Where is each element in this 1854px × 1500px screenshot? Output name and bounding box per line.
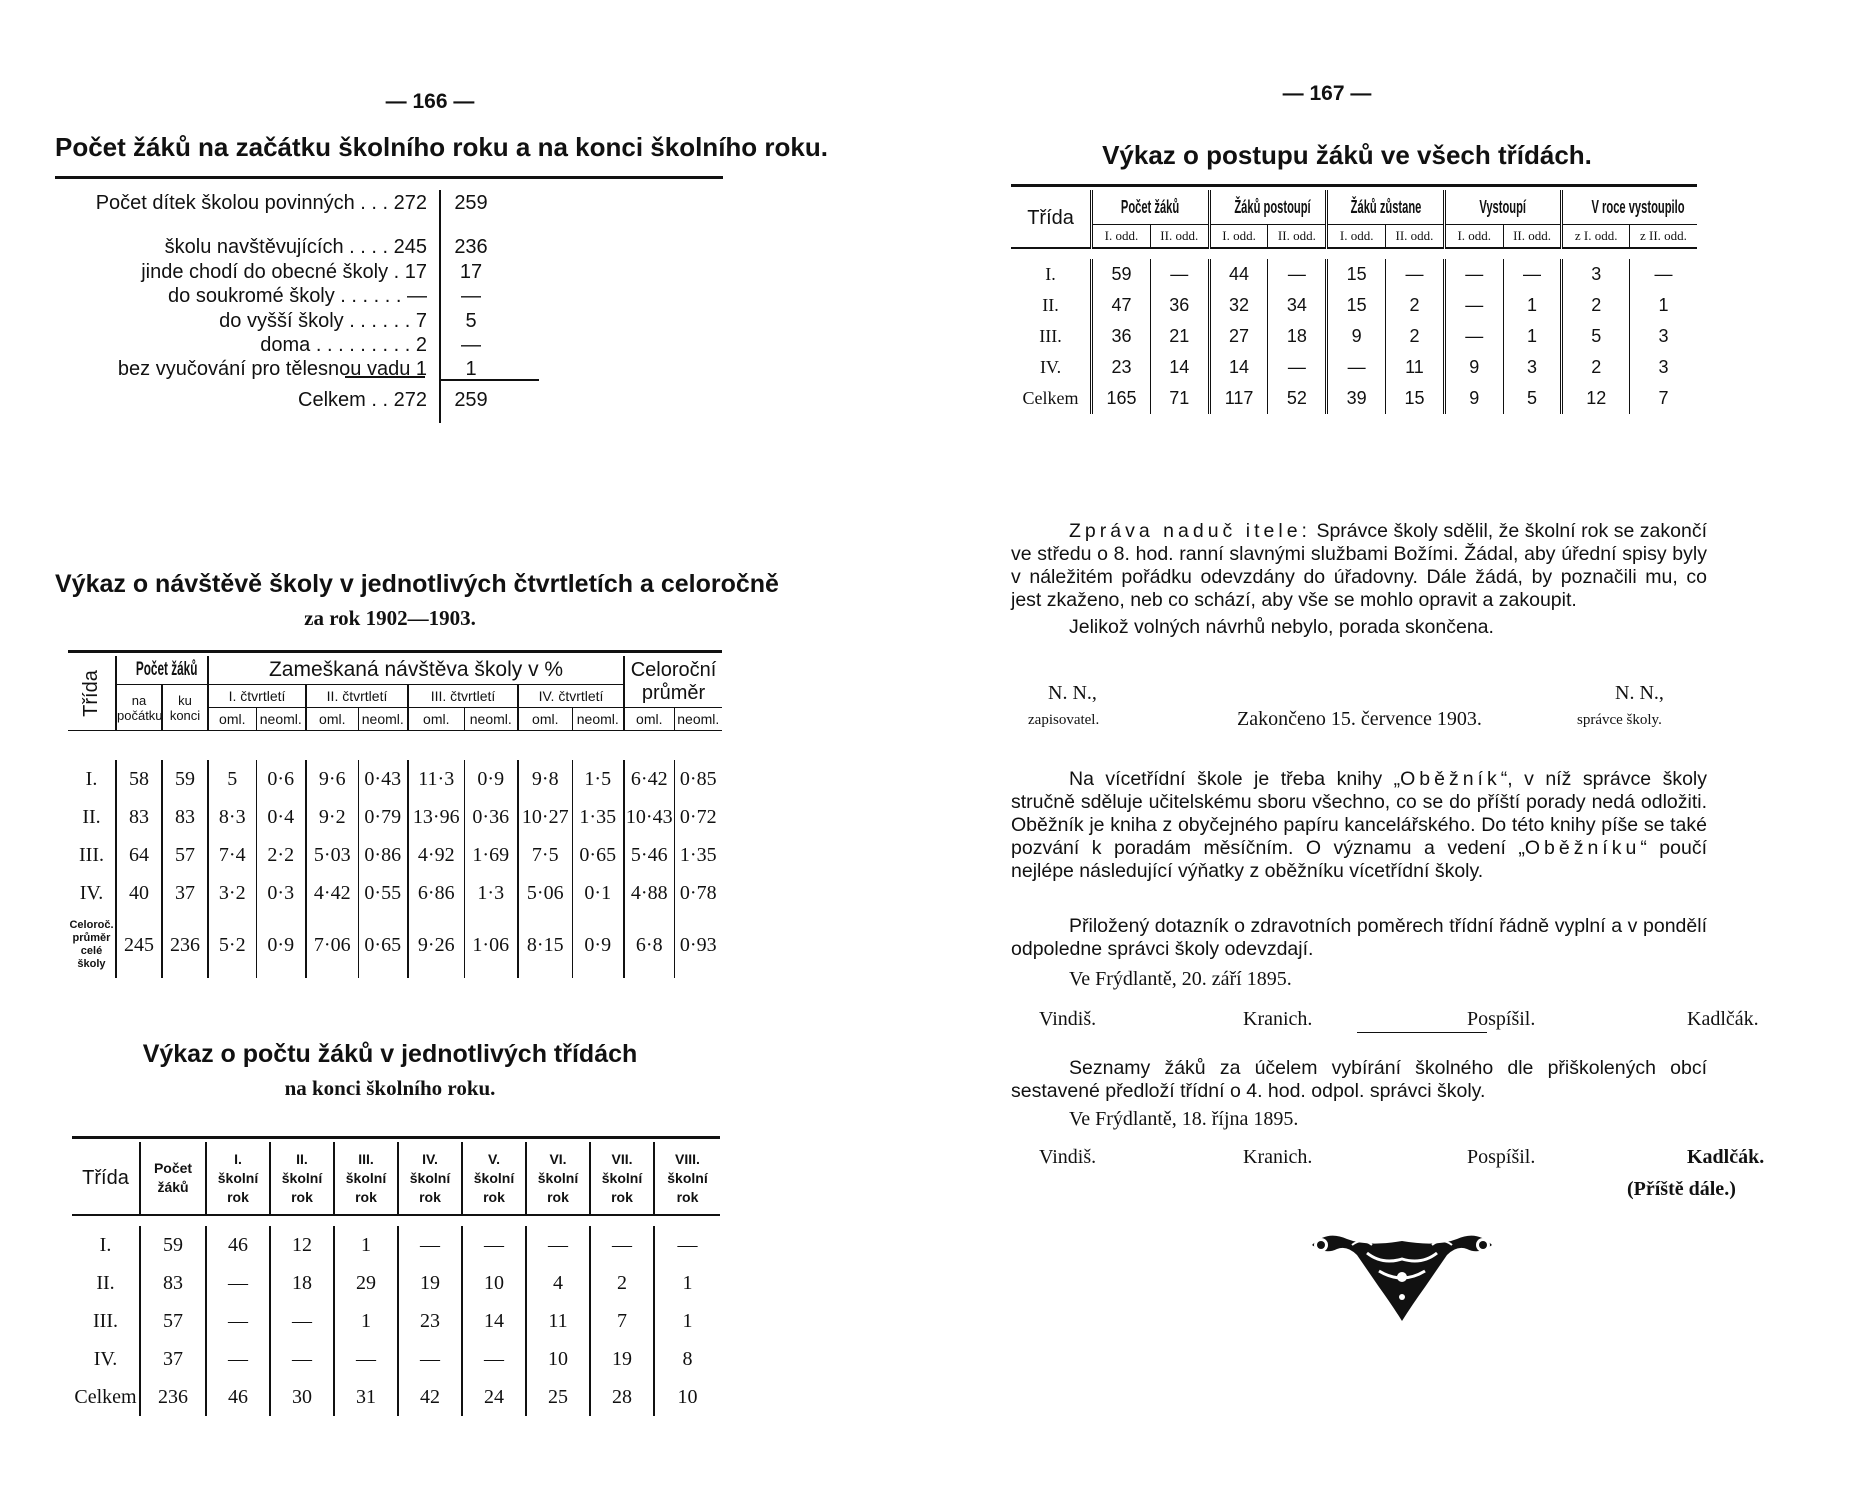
rule [1357, 1032, 1487, 1033]
section-title: Výkaz o návštěvě školy v jednotlivých čtvrtletích a celoročně [55, 570, 779, 598]
table-cell: 236 [162, 912, 208, 978]
table-cell: 34 [1268, 290, 1327, 321]
summary-label: školu navštěvujících . . . . 245 [164, 236, 427, 258]
table-cell: 0·36 [464, 798, 518, 836]
table-cell: 59 [162, 760, 208, 798]
table-header-cell: III. školní rok [334, 1142, 398, 1215]
attendance-table-body [68, 760, 722, 978]
table-header-row [1011, 190, 1697, 225]
table-cell: 21 [1150, 321, 1209, 352]
header-group: Vystoupí [1444, 190, 1562, 225]
table-cell: 4 [526, 1264, 590, 1302]
summary-label: Celkem . . 272 [298, 389, 427, 411]
report-heading: Zpráva naduč itele: [1069, 520, 1311, 542]
table-header-cell: VIII. školní rok [654, 1142, 720, 1215]
table-cell: 24 [462, 1378, 526, 1416]
table-cell: 14 [1150, 352, 1209, 383]
table-cell: 15 [1327, 259, 1386, 290]
table-cell: — [526, 1226, 590, 1264]
table-cell: 5·2 [208, 912, 256, 978]
table-cell: 4·88 [624, 874, 674, 912]
summary-end-value: 5 [465, 310, 477, 332]
table-cell: 9·6 [306, 760, 358, 798]
table-cell: 32 [1209, 290, 1268, 321]
header-neoml: neoml. [256, 708, 306, 731]
table-cell: 83 [140, 1264, 206, 1302]
table-cell: 0·9 [256, 912, 306, 978]
header-trida: Třída [1011, 190, 1092, 248]
header-sub: I. odd. [1209, 225, 1268, 249]
table-header-cell: VII. školní rok [590, 1142, 654, 1215]
table-cell: 46 [206, 1226, 270, 1264]
table-cell: 10·27 [518, 798, 572, 836]
table-cell: 10 [526, 1340, 590, 1378]
table-row [1011, 321, 1697, 352]
table-cell: 59 [1092, 259, 1151, 290]
summary-label: do soukromé školy . . . . . . — [168, 285, 427, 307]
floral-ornament-icon [1307, 1225, 1497, 1325]
row-label: Celkem [1022, 388, 1079, 408]
continued-note: (Příště dále.) [1627, 1178, 1736, 1200]
table-header-cell: Třída [72, 1142, 140, 1215]
table-cell: 8·3 [208, 798, 256, 836]
summary-label: Počet dítek školou povinných . . . 272 [95, 192, 427, 214]
section-title: Počet žáků na začátku školního roku a na konci školního roku. [55, 132, 828, 162]
rule [68, 650, 722, 653]
table-cell: 18 [270, 1264, 334, 1302]
table-cell: 25 [526, 1378, 590, 1416]
table-cell: 1 [334, 1226, 398, 1264]
table-row [72, 1340, 720, 1378]
table-cell: 58 [116, 760, 162, 798]
report-text: Správce školy sdělil, že školní rok se zakončí ve středu o 8. hod. ranní slavnými službami Božími. Žádal, aby úřední spisy byly v náležitém pořádku odevzdány do úřadovny. Dále žádá, by poznačili mu, co jest zkaženo, neb co schází, aby vše se mohlo opravit a zakoupit. [1011, 520, 1707, 611]
table-cell: 0·93 [674, 912, 722, 978]
header-oml: oml. [306, 708, 358, 731]
table-cell: 59 [140, 1226, 206, 1264]
table-header-row [1011, 225, 1697, 249]
table-cell: 9 [1444, 383, 1503, 414]
header-neoml: neoml. [464, 708, 518, 731]
header-oml: oml. [624, 708, 674, 731]
header-trida: Třída [68, 656, 116, 731]
section-subtitle: za rok 1902—1903. [304, 606, 476, 630]
table-cell: 27 [1209, 321, 1268, 352]
table-cell: 3 [1562, 259, 1630, 290]
table-cell: 1 [334, 1302, 398, 1340]
table-cell: — [1268, 352, 1327, 383]
header-zameskana: Zameškaná návštěva školy v % [208, 656, 624, 685]
table-cell: 37 [162, 874, 208, 912]
progress-table-grid [1011, 190, 1697, 432]
page-number: — 166 — [385, 90, 475, 113]
page-number: — 167 — [1282, 82, 1372, 105]
header-neoml: neoml. [358, 708, 408, 731]
table-cell: 2 [1386, 321, 1445, 352]
signature-name: Vindiš. [1039, 1008, 1097, 1030]
table-cell: — [270, 1302, 334, 1340]
row-label: I. [85, 767, 98, 790]
table-cell: 10 [462, 1264, 526, 1302]
table-row [68, 798, 722, 836]
attendance-table-rows [68, 760, 722, 978]
table-cell: 23 [398, 1302, 462, 1340]
table-cell: — [590, 1226, 654, 1264]
header-sub: II. odd. [1268, 225, 1327, 249]
table-cell: — [206, 1340, 270, 1378]
header-neoml: neoml. [674, 708, 722, 731]
table-cell: 13·96 [408, 798, 464, 836]
table-cell: — [654, 1226, 720, 1264]
table-cell: — [1503, 259, 1562, 290]
table-cell: 0·72 [674, 798, 722, 836]
summary-end-value: 259 [454, 192, 488, 214]
table-row [68, 836, 722, 874]
summary-label: doma . . . . . . . . . 2 [260, 334, 427, 356]
attendance-table [68, 656, 722, 739]
table-row [72, 1264, 720, 1302]
header-pocet: Počet žáků [116, 656, 208, 685]
table-cell: 5·46 [624, 836, 674, 874]
table-cell: 5·06 [518, 874, 572, 912]
row-label: IV. [79, 881, 104, 904]
table-cell: 2 [1562, 352, 1630, 383]
table-cell: — [270, 1340, 334, 1378]
table-cell: 46 [206, 1378, 270, 1416]
table-cell: 6·42 [624, 760, 674, 798]
row-label: II. [1042, 295, 1059, 315]
summary-end-value: 1 [465, 358, 477, 380]
table-header-cell: V. školní rok [462, 1142, 526, 1215]
table-cell: 117 [1209, 383, 1268, 414]
table-cell: 7·5 [518, 836, 572, 874]
row-label: III. [93, 1309, 118, 1332]
table-row [1011, 259, 1697, 290]
table-cell: 4·92 [408, 836, 464, 874]
secretary-role: zapisovatel. [1028, 712, 1100, 728]
summary-label: jinde chodí do obecné školy . 17 [141, 261, 427, 283]
section-title: Výkaz o počtu žáků v jednotlivých třídách [142, 1040, 638, 1068]
table-row [1011, 383, 1697, 414]
summary-end-value: 17 [459, 261, 483, 283]
table-cell: 0·43 [358, 760, 408, 798]
table-cell: 36 [1150, 290, 1209, 321]
table-row [1011, 352, 1697, 383]
table-cell: — [398, 1226, 462, 1264]
header-na-pocatku: na počátku [116, 685, 162, 731]
table-cell: 29 [334, 1264, 398, 1302]
table-cell: 9·8 [518, 760, 572, 798]
table-cell: 28 [590, 1378, 654, 1416]
header-sub: II. odd. [1386, 225, 1445, 249]
table-cell: 0·86 [358, 836, 408, 874]
secretary-name: N. N., [1048, 682, 1097, 704]
table-row [68, 760, 722, 798]
table-cell: 10·43 [624, 798, 674, 836]
table-header-cell: VI. školní rok [526, 1142, 590, 1215]
table-cell: 11·3 [408, 760, 464, 798]
table-cell: 165 [1092, 383, 1151, 414]
progress-table [1011, 190, 1697, 432]
table-cell: 12 [270, 1226, 334, 1264]
table-cell: 30 [270, 1378, 334, 1416]
table-header-cell: IV. školní rok [398, 1142, 462, 1215]
table-cell: — [1268, 259, 1327, 290]
table-cell: 3 [1629, 352, 1697, 383]
table-cell: 0·9 [572, 912, 624, 978]
table-cell: 11 [1386, 352, 1445, 383]
table-cell: 0·79 [358, 798, 408, 836]
rule [72, 1136, 720, 1139]
table-cell: 3·2 [208, 874, 256, 912]
table-cell: 47 [1092, 290, 1151, 321]
table-cell: 40 [116, 874, 162, 912]
table-cell: 10 [654, 1378, 720, 1416]
table-header-cell: II. školní rok [270, 1142, 334, 1215]
table-cell: 2·2 [256, 836, 306, 874]
date-line: Ve Frýdlantě, 18. října 1895. [1069, 1108, 1299, 1130]
table-cell: 57 [162, 836, 208, 874]
table-cell: 9 [1444, 352, 1503, 383]
table-cell: 1 [1503, 290, 1562, 321]
row-label: Celoroč. průměr celé školy [69, 919, 114, 970]
header-neoml: neoml. [572, 708, 624, 731]
header-quarter: IV. čtvrtletí [518, 685, 624, 708]
class-count-table-grid [72, 1142, 720, 1440]
signature-name: Kranich. [1243, 1146, 1313, 1168]
rule [1011, 184, 1697, 187]
table-cell: 15 [1327, 290, 1386, 321]
date-line: Ve Frýdlantě, 20. září 1895. [1069, 968, 1292, 990]
table-row [68, 912, 722, 978]
summary-end-value: — [461, 285, 481, 307]
table-header-cell: I. školní rok [206, 1142, 270, 1215]
table-cell: 245 [116, 912, 162, 978]
table-cell: 0·65 [358, 912, 408, 978]
table-cell: — [1444, 259, 1503, 290]
table-cell: — [1386, 259, 1445, 290]
table-row [72, 1378, 720, 1416]
headmaster-role: správce školy. [1577, 712, 1662, 728]
summary-end-value: 259 [454, 389, 488, 411]
table-cell: 1·35 [674, 836, 722, 874]
table-cell: 23 [1092, 352, 1151, 383]
header-sub: z II. odd. [1629, 225, 1697, 249]
table-header-row [72, 1142, 720, 1215]
table-cell: 44 [1209, 259, 1268, 290]
table-row [68, 874, 722, 912]
row-label: I. [1045, 264, 1056, 284]
signature-name: Vindiš. [1039, 1146, 1097, 1168]
headmaster-name: N. N., [1615, 682, 1664, 704]
table-cell: — [206, 1264, 270, 1302]
table-cell: 5 [208, 760, 256, 798]
header-quarter: III. čtvrtletí [408, 685, 518, 708]
circular-paragraph: Na vícetřídní škole je třeba knihy „Oběžník“, v níž správce školy stručně sděluje učitelskému sboru všechno, co se do příští porady nedá odložiti. Oběžník je kniha z obyčejného papíru kancelářského. Do této knihy píše se také pozvání k poradám měsíčním. O významu a vedení „Oběžníku“ poučí nejlépe následující výňatky z oběžníku vícetřídní školy. [1011, 768, 1707, 882]
header-group: Žáků postoupí [1209, 190, 1327, 225]
row-label: III. [1039, 326, 1062, 346]
row-label: III. [79, 843, 104, 866]
table-cell: 0·4 [256, 798, 306, 836]
header-sub: I. odd. [1444, 225, 1503, 249]
table-cell: 39 [1327, 383, 1386, 414]
right-page [927, 0, 1854, 1500]
table-cell: 236 [140, 1378, 206, 1416]
table-cell: 1·69 [464, 836, 518, 874]
summary-end-value: 236 [454, 236, 488, 258]
summary-label: bez vyučování pro tělesnou vadu 1 [117, 358, 427, 380]
table-cell: 2 [1562, 290, 1630, 321]
table-cell: 1·06 [464, 912, 518, 978]
table-cell: 9 [1327, 321, 1386, 352]
lists-paragraph: Seznamy žáků za účelem vybírání školného dle přiškolených obcí sestavené předloží třídní o 4. hod. odpol. správci školy. [1011, 1057, 1707, 1102]
header-sub: I. odd. [1327, 225, 1386, 249]
table-cell: — [206, 1302, 270, 1340]
table-cell: — [1327, 352, 1386, 383]
table-cell: 15 [1386, 383, 1445, 414]
table-cell: 83 [162, 798, 208, 836]
header-sub: II. odd. [1503, 225, 1562, 249]
table-cell: 1·3 [464, 874, 518, 912]
header-oml: oml. [408, 708, 464, 731]
table-cell: 52 [1268, 383, 1327, 414]
table-cell: 36 [1092, 321, 1151, 352]
section-title: Výkaz o postupu žáků ve všech třídách. [1102, 140, 1592, 170]
summary-end-value: — [461, 334, 481, 356]
header-sub: I. odd. [1092, 225, 1151, 249]
header-celorocni: Celoroční průměr [624, 656, 722, 708]
table-cell: 0·78 [674, 874, 722, 912]
table-cell: — [1444, 290, 1503, 321]
table-cell: 7·06 [306, 912, 358, 978]
table-cell: 1 [654, 1264, 720, 1302]
row-label: IV. [93, 1347, 118, 1370]
table-cell: 0·55 [358, 874, 408, 912]
table-cell: 9·2 [306, 798, 358, 836]
header-ku-konci: ku konci [162, 685, 208, 731]
header-quarter: I. čtvrtletí [208, 685, 306, 708]
signature-name: Pospíšil. [1467, 1146, 1536, 1168]
table-cell: 12 [1562, 383, 1630, 414]
table-cell: 1·35 [572, 798, 624, 836]
header-sub: z I. odd. [1562, 225, 1630, 249]
signature-name: Kranich. [1243, 1008, 1313, 1030]
table-cell: 5·03 [306, 836, 358, 874]
table-cell: 7·4 [208, 836, 256, 874]
table-cell: 3 [1629, 321, 1697, 352]
table-cell: — [462, 1340, 526, 1378]
table-cell: — [398, 1340, 462, 1378]
table-cell: 2 [590, 1264, 654, 1302]
signature-name: Kadlčák. [1687, 1008, 1759, 1030]
row-label: II. [96, 1271, 115, 1294]
header-quarter: II. čtvrtletí [306, 685, 408, 708]
table-cell: 4·42 [306, 874, 358, 912]
table-header-row [68, 685, 722, 708]
table-cell: 7 [590, 1302, 654, 1340]
table-cell: 6·86 [408, 874, 464, 912]
table-cell: 37 [140, 1340, 206, 1378]
table-cell: 0·3 [256, 874, 306, 912]
table-cell: 83 [116, 798, 162, 836]
pupil-count-summary [55, 190, 555, 425]
questionnaire-paragraph: Přiložený dotazník o zdravotních poměrech třídní řádně vyplní a v pondělí odpoledne správci školy odevzdají. [1011, 915, 1707, 960]
table-cell: 1 [654, 1302, 720, 1340]
table-cell: 7 [1629, 383, 1697, 414]
table-cell: 31 [334, 1378, 398, 1416]
table-cell: — [1444, 321, 1503, 352]
table-cell: 0·85 [674, 760, 722, 798]
table-cell: 1 [1503, 321, 1562, 352]
table-cell: 19 [398, 1264, 462, 1302]
rule [55, 176, 723, 179]
table-cell: 71 [1150, 383, 1209, 414]
table-cell: — [334, 1340, 398, 1378]
table-cell: 0·65 [572, 836, 624, 874]
section-subtitle: na konci školního roku. [284, 1076, 496, 1100]
table-row [72, 1302, 720, 1340]
report-paragraph [1011, 520, 1707, 639]
table-cell: 11 [526, 1302, 590, 1340]
table-header-row [68, 656, 722, 685]
table-cell: 1 [1629, 290, 1697, 321]
table-cell: 14 [462, 1302, 526, 1340]
signature-name: Kadlčák. [1687, 1146, 1765, 1168]
table-cell: 0·6 [256, 760, 306, 798]
row-label: II. [82, 805, 101, 828]
header-group: Počet žáků [1092, 190, 1210, 225]
header-oml: oml. [208, 708, 256, 731]
table-cell: 2 [1386, 290, 1445, 321]
row-label: IV. [1039, 357, 1062, 377]
table-row [72, 1226, 720, 1264]
table-cell: 42 [398, 1378, 462, 1416]
table-cell: — [1150, 259, 1209, 290]
header-sub: II. odd. [1150, 225, 1209, 249]
table-cell: 3 [1503, 352, 1562, 383]
table-cell: 6·8 [624, 912, 674, 978]
table-cell: 5 [1562, 321, 1630, 352]
table-cell: 19 [590, 1340, 654, 1378]
report-closing: Jelikož volných návrhů nebylo, porada skončena. [1069, 616, 1494, 638]
table-cell: 1·5 [572, 760, 624, 798]
table-cell: 8·15 [518, 912, 572, 978]
header-oml: oml. [518, 708, 572, 731]
summary-label: do vyšší školy . . . . . . 7 [219, 310, 427, 332]
table-cell: 0·1 [572, 874, 624, 912]
table-cell: 14 [1209, 352, 1268, 383]
table-cell: — [1629, 259, 1697, 290]
header-group: Žáků zůstane [1327, 190, 1445, 225]
table-row [1011, 290, 1697, 321]
table-cell: 5 [1503, 383, 1562, 414]
table-cell: 0·9 [464, 760, 518, 798]
table-cell: 9·26 [408, 912, 464, 978]
table-header-cell: Počet žáků [140, 1142, 206, 1215]
row-label: I. [99, 1233, 112, 1256]
table-cell: 64 [116, 836, 162, 874]
signature-name: Pospíšil. [1467, 1008, 1536, 1030]
table-cell: 8 [654, 1340, 720, 1378]
row-label: Celkem [74, 1385, 137, 1408]
table-cell: 57 [140, 1302, 206, 1340]
header-group: V roce vystoupilo [1562, 190, 1697, 225]
table-cell: — [462, 1226, 526, 1264]
table-cell: 18 [1268, 321, 1327, 352]
class-count-table [72, 1142, 720, 1440]
closing-date: Zakončeno 15. července 1903. [1237, 708, 1482, 730]
